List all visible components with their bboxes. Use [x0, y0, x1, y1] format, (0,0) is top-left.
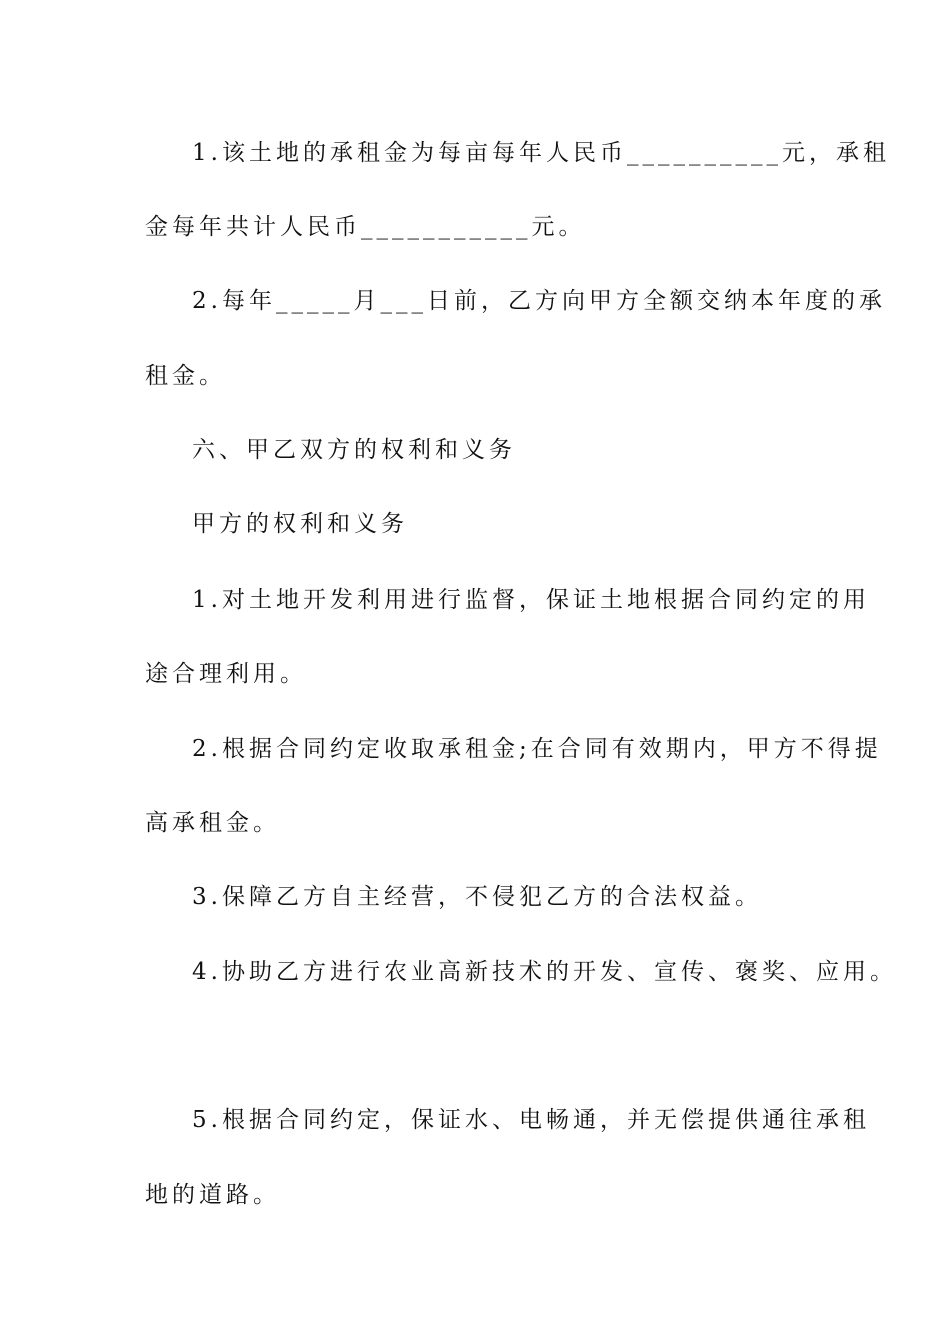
paragraph-line-supervision: 1.对土地开发利用进行监督，保证土地根据合同约定的用: [192, 587, 870, 613]
paragraph-line-rent-total: 金每年共计人民币___________元。: [145, 214, 586, 240]
paragraph-line-supervision-cont: 途合理利用。: [145, 661, 307, 687]
paragraph-line-assist-tech: 4.协助乙方进行农业高新技术的开发、宣传、褒奖、应用。: [192, 959, 897, 985]
paragraph-line-payment-date: 2.每年_____月___日前，乙方向甲方全额交纳本年度的承: [192, 288, 886, 314]
paragraph-line-payment-date-cont: 租金。: [145, 363, 226, 389]
paragraph-line-protect-rights: 3.保障乙方自主经营，不侵犯乙方的合法权益。: [192, 884, 762, 910]
paragraph-line-rent-per-mu: 1.该土地的承租金为每亩每年人民币__________元，承租: [192, 140, 890, 166]
paragraph-line-collect-rent: 2.根据合同约定收取承租金;在合同有效期内，甲方不得提: [192, 736, 882, 762]
subheading-party-a: 甲方的权利和义务: [192, 511, 408, 537]
paragraph-line-utilities-cont: 地的道路。: [145, 1182, 280, 1208]
paragraph-line-utilities: 5.根据合同约定，保证水、电畅通，并无偿提供通往承租: [192, 1107, 870, 1133]
paragraph-line-collect-rent-cont: 高承租金。: [145, 810, 280, 836]
section-heading-rights-duties: 六、甲乙双方的权利和义务: [192, 437, 516, 463]
